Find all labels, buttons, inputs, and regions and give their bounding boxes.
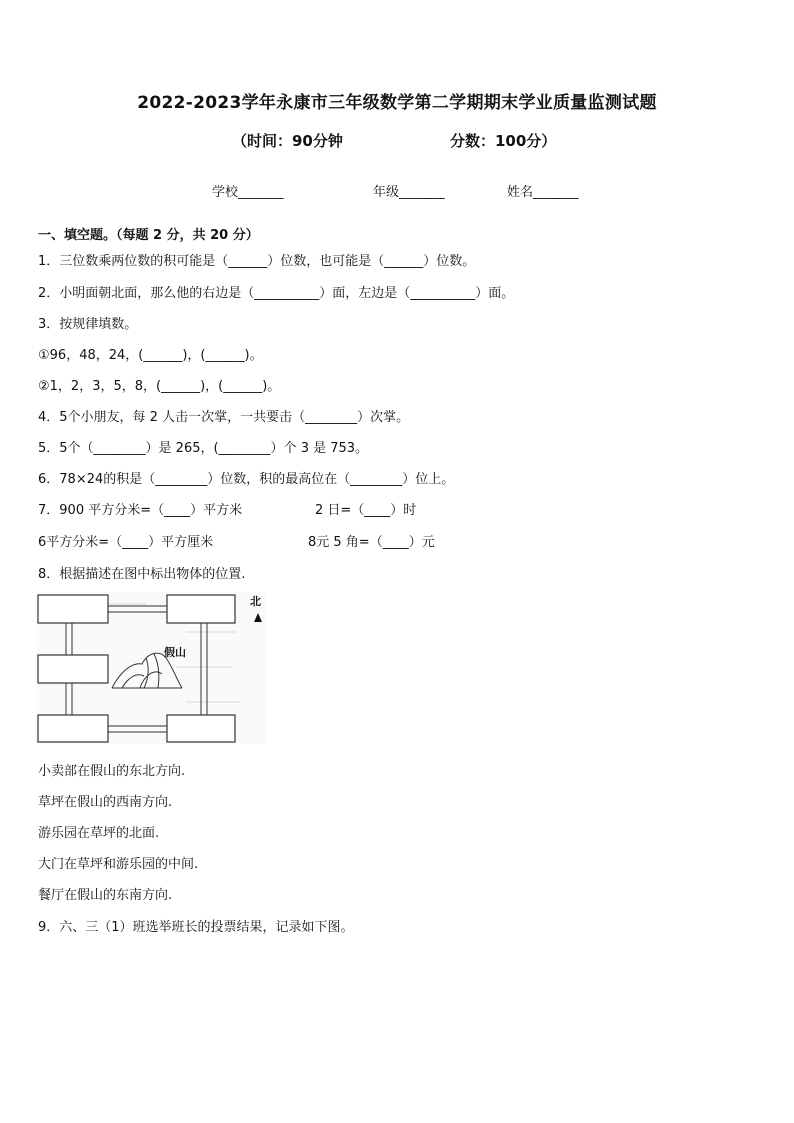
q8-description-3: 游乐园在草坪的北面. [38,826,160,841]
question-3b: ②1，2，3，5，8，(______)，(______)。 [38,379,281,394]
page-title: 2022-2023学年永康市三年级数学第二学期期末学业质量监测试题 [137,93,657,113]
rockery-label: 假山 [164,646,186,659]
question-3: 3．按规律填数。 [38,317,138,332]
map-box-bottom-left[interactable] [38,715,108,742]
question-7a: 7．900 平方分米=（____）平方米 [38,503,243,518]
time-limit: （时间：90分钟 [232,132,343,150]
question-3a: ①96，48，24，(______)，(______)。 [38,348,263,363]
question-5: 5．5个（________）是 265，(________）个 3 是 753。 [38,441,369,456]
q8-description-5: 餐厅在假山的东南方向. [38,888,173,903]
grade-field[interactable]: 年级_______ [373,185,445,200]
map-box-top-right[interactable] [167,595,235,623]
total-score: 分数：100分） [450,132,557,150]
question-7b: 2 日=（____）时 [315,503,417,518]
question-1: 1．三位数乘两位数的积可能是（______）位数，也可能是（______）位数。 [38,254,476,269]
q8-description-1: 小卖部在假山的东北方向. [38,764,186,779]
north-label: 北 [250,595,261,608]
question-8: 8．根据描述在图中标出物体的位置. [38,567,246,582]
question-2: 2．小明面朝北面，那么他的右边是（__________）面，左边是（__________）面。 [38,286,515,301]
school-field[interactable]: 学校_______ [212,185,284,200]
question-7c: 6平方分米=（____）平方厘米 [38,535,214,550]
question-4: 4．5个小朋友，每 2 人击一次掌，一共要击（________）次掌。 [38,410,410,425]
name-field[interactable]: 姓名_______ [507,185,579,200]
map-box-top-left[interactable] [38,595,108,623]
map-box-bottom-right[interactable] [167,715,235,742]
question-6: 6．78×24的积是（________）位数，积的最高位在（________）位上。 [38,472,455,487]
section-heading: 一、填空题。（每题 2 分，共 20 分） [38,228,259,243]
question-7d: 8元 5 角=（____）元 [308,535,435,550]
map-box-middle-left[interactable] [38,655,108,683]
q8-description-2: 草坪在假山的西南方向. [38,795,173,810]
q8-description-4: 大门在草坪和游乐园的中间. [38,857,199,872]
question-9: 9．六、三（1）班选举班长的投票结果，记录如下图。 [38,920,354,935]
park-map-diagram [36,592,266,744]
